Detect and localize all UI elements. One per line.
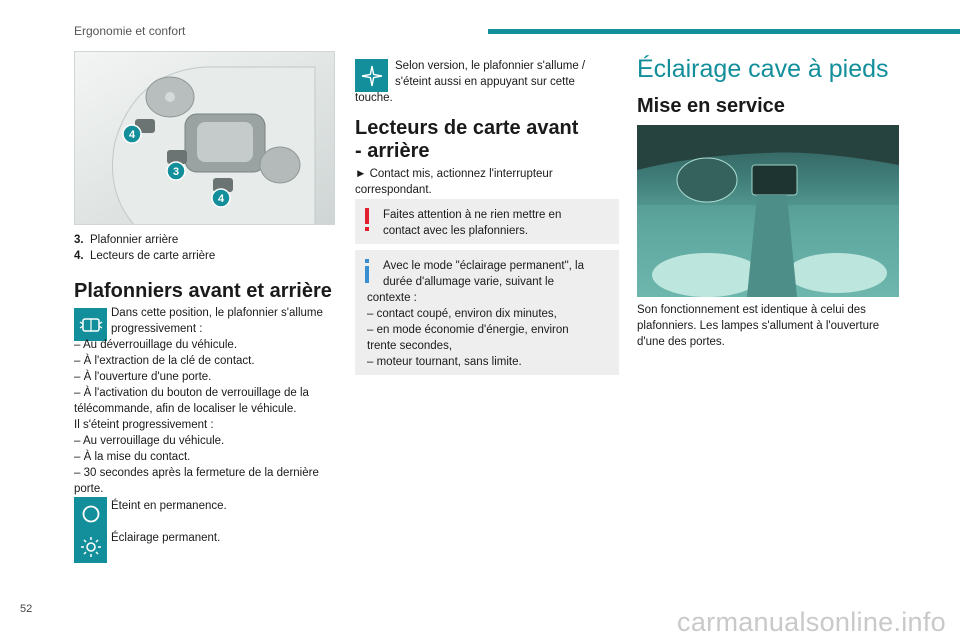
svg-text:3: 3 [172, 166, 180, 178]
section-title-cave-a-pieds: Éclairage cave à pieds [637, 55, 889, 83]
warning-note: Faites attention à ne rien mettre en contact avec les plafonniers. [355, 199, 619, 244]
touch-description: Selon version, le plafonnier s'allume / s'éteint aussi en appuyant sur cette touche. [355, 60, 586, 104]
info-note: Avec le mode "éclairage permanent", la durée d'allumage varie, suivant le contexte : – contact coupé, environ dix minutes, – en mode économie d'énergie, environ trente secondes, – moteur tournant, sans limite. [355, 250, 619, 375]
callout-4-bottom [212, 189, 230, 207]
svg-text:4: 4 [128, 129, 136, 141]
running-header: Ergonomie et confort [74, 24, 186, 38]
warning-icon [363, 208, 371, 232]
door-lamp-description: Dans cette position, le plafonnier s'allume progressivement : – Au déverrouillage du véhicule. – À l'extraction de la clé de contact. – À l'ouverture d'une porte. – À l'activation du bouton de verrouillage de la télécommande, afin de localiser le véhicule. Il s'éteint progressivement : – Au verrouillage du véhicule. – À la mise du contact. – 30 secondes après la fermeture de la dernière porte. [74, 307, 323, 495]
caption-item: 3. Plafonnier arrière [74, 234, 179, 246]
on-description: Éclairage permanent. [111, 532, 221, 544]
footwell-lighting-figure [637, 125, 899, 297]
figure-captions [74, 232, 336, 264]
callout-3 [167, 162, 185, 180]
footwell-description: Son fonctionnement est identique à celui des plafonniers. Les lampes s'allument à l'ouverture d'une des portes. [637, 304, 880, 348]
section-title-lecteurs: Lecteurs de carte avant - arrière [355, 117, 579, 162]
header-accent-bar [488, 29, 960, 34]
circle-off-icon [74, 497, 107, 530]
instruction-text: ► Contact mis, actionnez l'interrupteur correspondant. [355, 168, 553, 196]
ceiling-lamp-figure [74, 51, 335, 225]
car-interior-illustration [637, 125, 899, 297]
off-description: Éteint en permanence. [111, 500, 227, 512]
svg-text:4: 4 [217, 193, 225, 205]
section-title-plafonniers: Plafonniers avant et arrière [74, 280, 332, 302]
info-icon [363, 259, 371, 283]
subsection-title-mise-en-service: Mise en service [637, 95, 785, 117]
sun-lamp-icon [74, 530, 107, 563]
callout-4-top [123, 125, 141, 143]
page-number: 52 [20, 603, 33, 615]
caption-item: 4. Lecteurs de carte arrière [74, 250, 216, 262]
ceiling-lamp-illustration [75, 52, 335, 225]
watermark: carmanualsonline.info [677, 607, 946, 637]
